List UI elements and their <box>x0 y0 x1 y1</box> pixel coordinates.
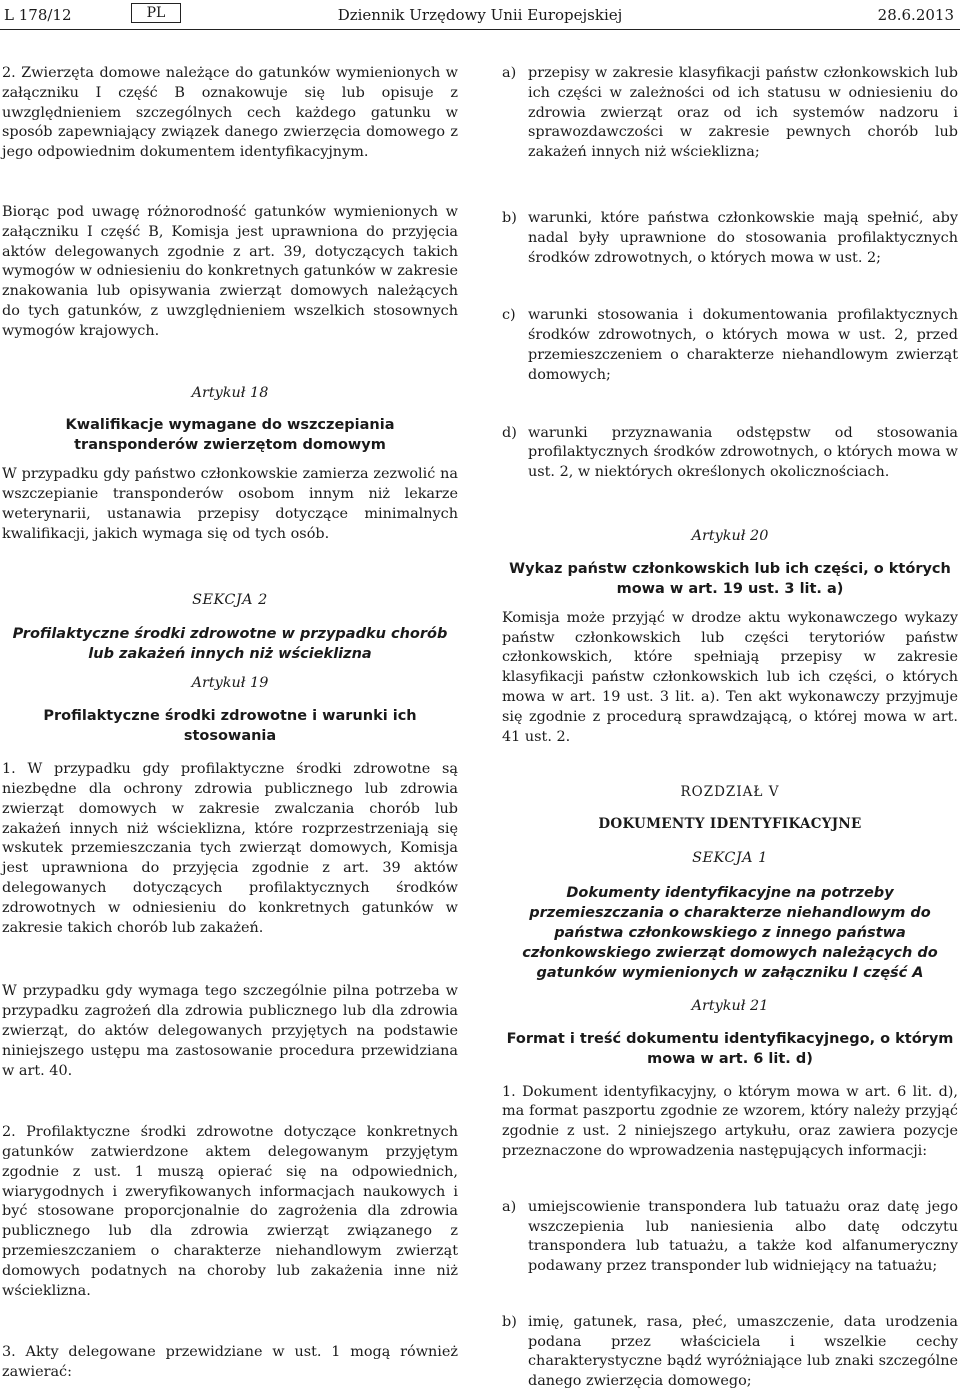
language-box: PL <box>131 3 181 23</box>
right-column <box>502 64 958 1392</box>
list-item <box>502 1313 958 1392</box>
article-title: Format i treść dokumentu identyfikacyjnego, o którym mowa w art. 6 lit. d) <box>506 1030 954 1067</box>
section-label: SEKCJA 2 <box>192 591 268 608</box>
paragraph: 2. Zwierzęta domowe należące do gatunków wymienionych w załączniku I część B oznakowuje się lub opisuje z uwzględnieniem szczególnych cech każdego gatunku w sposób zapewniający związek danego zwierzęcia domowego z jego odpowiednim dokumentem identyfikacyjnym. <box>2 65 458 161</box>
list-item <box>502 1198 958 1277</box>
page-reference: L 178/12 <box>4 6 72 24</box>
list-item-label: a) <box>502 1198 517 1215</box>
paragraph: W przypadku gdy wymaga tego szczególnie pilna potrzeba w przypadku zagrożeń dla zdrowia publicznego lub dla zdrowia zwierząt, do aktów delegowanych przyjętych na podstawie niniejszego ustępu ma zastosowanie procedura przewidziana w art. 40. <box>2 983 458 1079</box>
list-item-text: przepisy w zakresie klasyfikacji państw członkowskich lub ich części w zależności od ich statusu w odniesieniu do zdrowia zwierząt oraz od ich systemów nadzoru i sprawozdawczości w zakresie pewnych chorób lub zakażeń innych niż wścieklizna; <box>528 65 958 161</box>
article-title: Wykaz państw członkowskich lub ich części, o których mowa w art. 19 ust. 3 lit. a) <box>509 560 951 597</box>
chapter-title: DOKUMENTY IDENTYFIKACYJNE <box>598 816 862 833</box>
list-item-text: warunki stosowania i dokumentowania profilaktycznych środków zdrowotnych, o których mowa w ust. 2, przed przemieszczeniem o charakterze niehandlowym zwierząt domowych; <box>528 307 958 383</box>
list-item <box>502 209 958 268</box>
page-header <box>0 3 960 29</box>
list-item-label: a) <box>502 65 517 81</box>
paragraph: 2. Profilaktyczne środki zdrowotne dotyczące konkretnych gatunków zatwierdzone aktem delegowanym przyjętym zgodnie z ust. 1 muszą opierać się na odpowiednich, wiarygodnych i zweryfikowanych informacjach naukowych i być stosowane proporcjonalnie do zagrożenia dla zdrowia publicznego lub dla zdrowia zwierząt związanego z przemieszczaniem o charakterze niehandlowym zwierząt domowych podatnych na choroby lub zakażenia inne niż wścieklizna. <box>2 1124 458 1299</box>
journal-title: Dziennik Urzędowy Unii Europejskiej <box>337 6 623 24</box>
list-item-label: c) <box>502 307 516 324</box>
article-label: Artykuł 18 <box>191 384 269 401</box>
paragraph: 1. W przypadku gdy profilaktyczne środki zdrowotne są niezbędne dla ochrony zdrowia publicznego lub zdrowia zwierząt domowych w zakresie zwalczania chorób lub zakażeń innych niż wścieklizna, które rozprzestrzeniają się wskutek przemieszczania tych zwierząt domowych, Komisja jest uprawniona do przyjęcia zgodnie z art. 39 aktów delegowanych dotyczących profilaktycznych środków zdrowotnych w odniesieniu do konkretnych gatunków w zakresie takich chorób lub zakażeń. <box>2 761 458 936</box>
list-item-text: warunki, które państwa członkowskie mają spełnić, aby nadal były uprawnione do stosowania profilaktycznych środków zdrowotnych, o których mowa w ust. 2; <box>528 209 958 266</box>
paragraph: 3. Akty delegowane przewidziane w ust. 1 mogą również zawierać: <box>2 1344 458 1381</box>
list-item-label: d) <box>502 424 517 441</box>
header-rule <box>0 29 960 30</box>
left-column <box>2 64 458 1383</box>
section-label: SEKCJA 1 <box>692 849 768 866</box>
list-item-text: imię, gatunek, rasa, płeć, umaszczenie, data urodzenia podana przez właściciela i wszelkie cechy charakterystyczne bądź wyróżniające lub znaki szczególne danego zwierzęcia domowego; <box>528 1313 958 1390</box>
paragraph: Komisja może przyjąć w drodze aktu wykonawczego wykazy państw członkowskich lub części terytoriów państw członkowskich, które spełniają przepisy w zakresie klasyfikacji państw członkowskich lub ich części, o których mowa w art. 19 ust. 3 lit. a). Ten akt wykonawczy przyjmuje się zgodnie z procedurą sprawdzającą, o której mowa w art. 41 ust. 2. <box>502 609 958 745</box>
section-title: Dokumenty identyfikacyjne na potrzeby przemieszczania o charakterze niehandlowym do państwa członkowskiego z innego państwa członkowskiego zwierząt domowych należących do gatunków wymienionych w załączniku I część A <box>522 884 938 981</box>
article-title: Kwalifikacje wymagane do wszczepiania transponderów zwierzętom domowym <box>65 417 395 454</box>
section-title: Profilaktyczne środki zdrowotne w przypadku chorób lub zakażeń innych niż wścieklizna <box>12 626 448 663</box>
list-item-text: warunki przyznawania odstępstw od stosowania profilaktycznych środków zdrowotnych, o których mowa w ust. 2, w niektórych określonych okolicznościach. <box>528 424 958 481</box>
article-title: Profilaktyczne środki zdrowotne i warunki ich stosowania <box>43 708 417 745</box>
list-item-text: umiejscowienie transpondera lub tatuażu oraz datę jego wszczepienia lub naniesienia albo datę odczytu transpondera lub tatuażu, a także kod alfanumeryczny podawany przez transponder lub widniejący na tatuażu; <box>528 1198 958 1275</box>
publication-date: 28.6.2013 <box>877 6 954 24</box>
article-label: Artykuł 19 <box>191 675 269 692</box>
paragraph: W przypadku gdy państwo członkowskie zamierza zezwolić na wszczepianie transponderów osobom innym niż lekarze weterynarii, ustanawia przepisy dotyczące minimalnych kwalifikacji, jakich wymaga się od tych osób. <box>2 466 458 542</box>
article-label: Artykuł 20 <box>691 527 769 544</box>
paragraph: Biorąc pod uwagę różnorodność gatunków wymienionych w załączniku I część B, Komisja jest uprawniona do przyjęcia aktów delegowanych zgodnie z art. 39, dotyczących takich wymogów w odniesieniu do konkretnych gatunków w zakresie znakowania lub opisywania zwierząt domowych należących do tych gatunków, z uwzględnieniem wszelkich stosownych wymogów krajowych. <box>2 203 458 339</box>
list-item-label: b) <box>502 1313 517 1330</box>
chapter-label: ROZDZIAŁ V <box>680 784 780 801</box>
list-item <box>502 424 958 483</box>
paragraph: 1. Dokument identyfikacyjny, o którym mowa w art. 6 lit. d), ma format paszportu zgodnie ze wzorem, który należy przyjąć zgodnie z ust. 2 niniejszego artykułu, oraz zawiera pozycje przeznaczone do wprowadzenia następujących informacji: <box>502 1083 958 1159</box>
list-item-label: b) <box>502 209 517 226</box>
list-item <box>502 306 958 385</box>
list-item <box>502 64 958 163</box>
article-label: Artykuł 21 <box>691 997 769 1014</box>
